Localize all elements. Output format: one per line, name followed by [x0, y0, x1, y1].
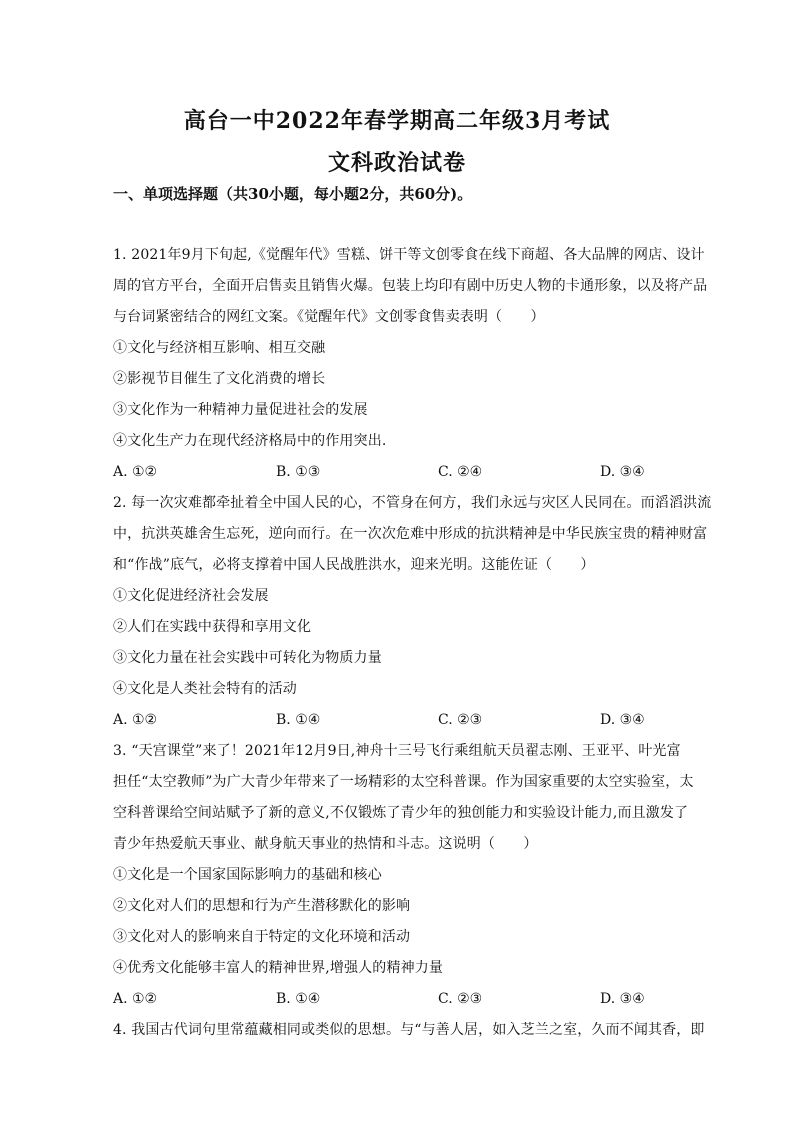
question-2-option-b: B. ①④ — [276, 712, 321, 728]
question-1-option-b: B. ①③ — [276, 464, 321, 480]
question-2-item-3: ③文化力量在社会实践中可转化为物质力量 — [113, 650, 382, 666]
question-1-option-a: A. ①② — [113, 464, 158, 480]
exam-title: 高台一中2022年春学期高二年级3月考试 — [183, 108, 611, 134]
question-2-line-2: 中，抗洪英雄舍生忘死，逆向而行。在一次次危难中形成的抗洪精神是中华民族宝贵的精神财富 — [113, 526, 708, 542]
question-3-item-4: ④优秀文化能够丰富人的精神世界,增强人的精神力量 — [113, 960, 444, 976]
question-1-item-2: ②影视节目催生了文化消费的增长 — [113, 371, 326, 387]
question-1-option-c: C. ②④ — [438, 464, 483, 480]
question-2-option-d: D. ③④ — [600, 712, 645, 728]
question-3-option-b: B. ①④ — [276, 991, 321, 1007]
exam-subtitle: 文科政治试卷 — [327, 150, 466, 176]
question-3-line-1: 3. “天宫课堂”来了！2021年12月9日,神舟十三号飞行乘组航天员翟志刚、王亚平、叶光富 — [113, 743, 681, 759]
question-1-item-1: ①文化与经济相互影响、相互交融 — [113, 340, 326, 356]
question-2-option-c: C. ②③ — [438, 712, 483, 728]
question-1-item-4: ④文化生产力在现代经济格局中的作用突出. — [113, 433, 387, 449]
question-3-item-3: ③文化对人的影响来自于特定的文化环境和活动 — [113, 929, 411, 945]
question-2-item-2: ②人们在实践中获得和享用文化 — [113, 619, 312, 635]
question-2-line-3: 和“作战”底气，必将支撑着中国人民战胜洪水，迎来光明。这能佐证（ ） — [113, 557, 595, 573]
question-3-line-2: 担任“太空教师”为广大青少年带来了一场精彩的太空科普课。作为国家重要的太空实验室，太 — [113, 774, 694, 790]
question-3-option-a: A. ①② — [113, 991, 158, 1007]
question-3-item-2: ②文化对人们的思想和行为产生潜移默化的影响 — [113, 898, 411, 914]
question-2-line-1: 2. 每一次灾难都牵扯着全中国人民的心，不管身在何方，我们永远与灾区人民同在。而滔滔洪流 — [113, 495, 712, 511]
question-3-line-3: 空科普课给空间站赋予了新的意义,不仅锻炼了青少年的独创能力和实验设计能力,而且激发了 — [113, 805, 689, 821]
question-1-line-3: 与台词紧密结合的网红文案。《觉醒年代》文创零食售卖表明（ ） — [113, 309, 545, 325]
question-4-line-1: 4. 我国古代词句里常蕴藏相同或类似的思想。与“与善人居，如入芝兰之室，久而不闻其香，即 — [113, 1022, 705, 1038]
question-2-item-4: ④文化是人类社会特有的活动 — [113, 681, 297, 697]
section-heading: 一、单项选择题（共30小题，每小题2分，共60分)。 — [113, 185, 473, 203]
question-3-line-4: 青少年热爱航天事业、献身航天事业的热情和斗志。这说明（ ） — [113, 836, 538, 852]
question-1-item-3: ③文化作为一种精神力量促进社会的发展 — [113, 402, 368, 418]
question-3-option-d: D. ③④ — [600, 991, 645, 1007]
question-1-line-2: 周的官方平台，全面开启售卖且销售火爆。包装上均印有剧中历史人物的卡通形象，以及将产品 — [113, 278, 708, 294]
question-2-option-a: A. ①② — [113, 712, 158, 728]
question-1-line-1: 1. 2021年9月下旬起,《觉醒年代》雪糕、饼干等文创零食在线下商超、各大品牌的网店、设计 — [113, 247, 705, 263]
question-1-option-d: D. ③④ — [600, 464, 645, 480]
question-3-option-c: C. ②③ — [438, 991, 483, 1007]
question-3-item-1: ①文化是一个国家国际影响力的基础和核心 — [113, 867, 382, 883]
question-2-item-1: ①文化促进经济社会发展 — [113, 588, 269, 604]
